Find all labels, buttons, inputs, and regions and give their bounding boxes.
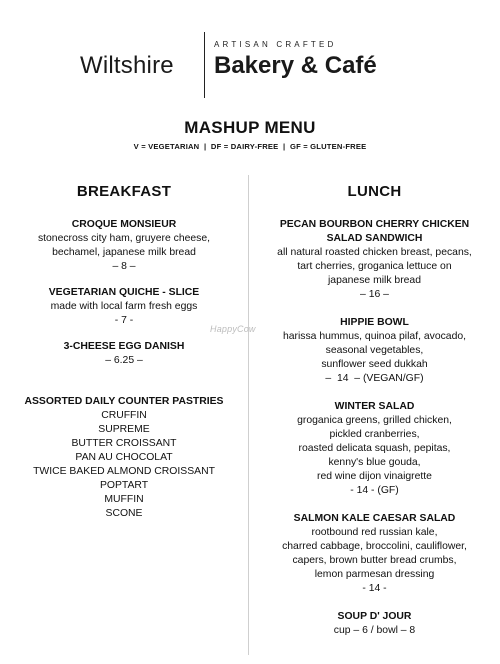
- item-desc: tart cherries, groganica lettuce on: [297, 261, 452, 272]
- menu-item-assorted-pastries: [0, 395, 248, 521]
- item-desc: made with local farm fresh eggs: [50, 301, 198, 312]
- item-name: HIPPIE BOWL: [340, 317, 409, 328]
- item-desc: kenny's blue gouda,: [328, 457, 421, 468]
- pastry-twice-baked-almond-croissant: TWICE BAKED ALMOND CROISSANT: [33, 466, 215, 477]
- brand-name-bakery-cafe: Bakery & Café: [214, 52, 377, 79]
- menu-item-croque-monsieur: [0, 218, 248, 274]
- item-desc: rootbound red russian kale,: [311, 527, 438, 538]
- breakfast-column: [0, 182, 248, 521]
- menu-title: MASHUP MENU: [184, 118, 316, 137]
- pastry-butter-croissant: BUTTER CROISSANT: [71, 438, 177, 449]
- item-price: – 8 –: [112, 261, 136, 272]
- diet-legend: V = VEGETARIAN | DF = DAIRY-FREE | GF = GLUTEN-FREE: [133, 142, 367, 151]
- item-name: WINTER SALAD: [334, 401, 415, 412]
- menu-item-hippie-bowl: [249, 316, 500, 386]
- menu-item-3-cheese-egg-danish: [0, 340, 248, 368]
- item-desc: capers, brown butter bread crumbs,: [292, 555, 457, 566]
- item-desc: bechamel, japanese milk bread: [52, 247, 196, 258]
- brand-tagline: ARTISAN CRAFTED: [214, 40, 337, 49]
- pastry-supreme: SUPREME: [98, 424, 150, 435]
- header: [0, 32, 500, 102]
- item-desc: lemon parmesan dressing: [314, 569, 435, 580]
- item-name: SALMON KALE CAESAR SALAD: [293, 513, 456, 524]
- breakfast-heading: BREAKFAST: [76, 183, 172, 200]
- item-name: SALAD SANDWICH: [326, 233, 423, 244]
- item-desc: seasonal vegetables,: [325, 345, 424, 356]
- item-desc: harissa hummus, quinoa pilaf, avocado,: [282, 331, 467, 342]
- item-name: VEGETARIAN QUICHE - SLICE: [48, 287, 200, 298]
- item-desc: pickled cranberries,: [329, 429, 420, 440]
- item-name: PECAN BOURBON CHERRY CHICKEN: [279, 219, 470, 230]
- menu-item-salmon-kale-caesar: [249, 512, 500, 596]
- pastry-cruffin: CRUFFIN: [101, 410, 147, 421]
- item-desc: groganica greens, grilled chicken,: [297, 415, 452, 426]
- item-price: – 14 – (VEGAN/GF): [325, 373, 424, 384]
- item-desc: charred cabbage, broccolini, cauliflower,: [282, 541, 467, 552]
- happycow-watermark: HappyCow: [210, 324, 256, 334]
- item-name: CROQUE MONSIEUR: [71, 219, 177, 230]
- menu-item-winter-salad: [249, 400, 500, 498]
- lunch-heading: LUNCH: [347, 183, 402, 200]
- pastry-poptart: POPTART: [99, 480, 149, 491]
- item-desc: all natural roasted chicken breast, pecans,: [277, 247, 472, 258]
- item-desc: roasted delicata squash, pepitas,: [298, 443, 451, 454]
- item-desc: sunflower seed dukkah: [321, 359, 428, 370]
- item-price: - 14 - (GF): [350, 485, 399, 496]
- brand-divider: [204, 32, 205, 98]
- item-name: SOUP D' JOUR: [337, 611, 412, 622]
- menu-item-pecan-bourbon-cherry-chicken: [249, 218, 500, 302]
- item-name: ASSORTED DAILY COUNTER PASTRIES: [24, 396, 224, 407]
- lunch-column: [249, 182, 500, 638]
- item-price: - 7 -: [114, 315, 134, 326]
- menu-item-soup-d-jour: [249, 610, 500, 638]
- item-desc: red wine dijon vinaigrette: [317, 471, 432, 482]
- item-name: 3-CHEESE EGG DANISH: [63, 341, 185, 352]
- item-price: - 14 -: [362, 583, 387, 594]
- pastry-muffin: MUFFIN: [104, 494, 144, 505]
- brand-name-wiltshire: Wiltshire: [80, 52, 174, 79]
- pastry-scone: SCONE: [105, 508, 143, 519]
- pastry-pan-au-chocolat: PAN AU CHOCOLAT: [75, 452, 173, 463]
- menu-item-vegetarian-quiche: [0, 286, 248, 328]
- item-price: – 6.25 –: [105, 355, 143, 366]
- item-price: cup – 6 / bowl – 8: [333, 625, 416, 636]
- item-desc: stonecross city ham, gruyere cheese,: [37, 233, 211, 244]
- item-desc: japanese milk bread: [328, 275, 421, 286]
- item-price: – 16 –: [360, 289, 389, 300]
